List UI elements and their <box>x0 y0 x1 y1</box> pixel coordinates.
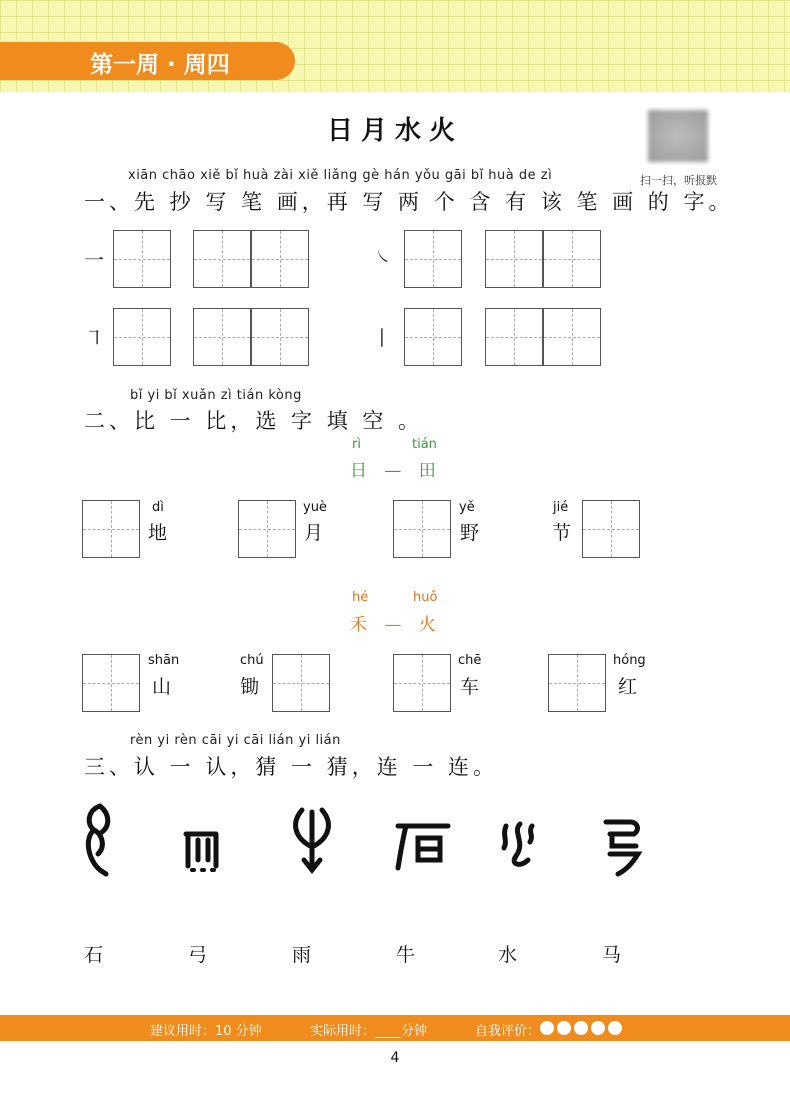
pair1-pinyin-left: rì <box>352 437 361 452</box>
answer-grid[interactable] <box>272 654 330 712</box>
answer-grid[interactable] <box>582 500 640 558</box>
item-pinyin: dì <box>152 500 164 515</box>
answer-char[interactable]: 水 <box>498 944 518 966</box>
stroke-na: ㇏ <box>375 247 392 266</box>
suggested-time: 建议用时：10 分钟 <box>150 1024 262 1039</box>
item-char: 野 <box>460 522 480 544</box>
section1-pinyin: xiān chāo xiě bǐ huà zài xiě liǎng gè hán yǒu gāi bǐ huà de zì <box>128 168 553 183</box>
week-day-label: 第一周 · 周四 <box>90 52 230 78</box>
item-pinyin: chē <box>458 653 482 668</box>
self-eval-label: 自我评价： <box>475 1024 541 1039</box>
qr-code-icon[interactable] <box>648 110 708 162</box>
writing-grid[interactable] <box>485 308 543 366</box>
stroke-heng: 一 <box>84 248 104 272</box>
ancient-yu-icon <box>182 826 222 876</box>
writing-grid[interactable] <box>404 230 462 288</box>
answer-grid[interactable] <box>548 654 606 712</box>
item-char: 车 <box>460 676 480 698</box>
item-char: 地 <box>148 522 168 544</box>
item-pinyin: yě <box>459 500 475 515</box>
flower-icon[interactable] <box>591 1021 605 1035</box>
writing-grid[interactable] <box>113 308 171 366</box>
item-char: 山 <box>152 676 172 698</box>
pair2-pinyin-right: huǒ <box>413 590 438 605</box>
item-pinyin: hóng <box>613 653 646 668</box>
item-pinyin: yuè <box>303 500 327 515</box>
item-pinyin: chú <box>240 653 264 668</box>
page-title: 日月水火 <box>326 116 463 146</box>
item-pinyin: jié <box>553 500 569 515</box>
week-day-tab <box>0 42 295 80</box>
pair2-label: 禾 — 火 <box>350 615 442 635</box>
section3-heading: 三、认 一 认，猜 一 猜，连 一 连。 <box>84 755 499 779</box>
section3-pinyin: rèn yi rèn cāi yi cāi lián yi lián <box>130 733 341 748</box>
item-char: 节 <box>552 522 572 544</box>
flower-icon[interactable] <box>608 1021 622 1035</box>
qr-caption: 扫一扫，听报默 <box>640 174 717 187</box>
writing-grid[interactable] <box>404 308 462 366</box>
item-char: 红 <box>618 676 638 698</box>
writing-grid[interactable] <box>543 308 601 366</box>
answer-char[interactable]: 牛 <box>396 944 416 966</box>
section2-heading: 二、比 一 比，选 字 填 空 。 <box>84 409 424 433</box>
flower-icon[interactable] <box>574 1021 588 1035</box>
answer-char[interactable]: 石 <box>84 944 104 966</box>
section2-pinyin: bǐ yi bǐ xuǎn zì tián kòng <box>130 388 302 403</box>
answer-char[interactable]: 弓 <box>188 944 208 966</box>
pair1-label: 日 — 田 <box>350 461 442 481</box>
answer-char[interactable]: 雨 <box>292 944 312 966</box>
writing-grid[interactable] <box>113 230 171 288</box>
answer-grid[interactable] <box>393 654 451 712</box>
answer-grid[interactable] <box>393 500 451 558</box>
page-number: 4 <box>390 1050 400 1066</box>
footer-bar <box>0 1015 790 1041</box>
ancient-ma-icon <box>600 810 646 880</box>
writing-grid[interactable] <box>251 308 309 366</box>
ancient-shi-icon <box>392 816 456 872</box>
pair1-pinyin-right: tián <box>412 437 437 452</box>
flower-icon[interactable] <box>540 1021 554 1035</box>
answer-char[interactable]: 马 <box>602 944 622 966</box>
ancient-niu-icon <box>80 800 120 880</box>
stroke-shu: 丨 <box>372 326 392 350</box>
pair2-pinyin-left: hé <box>352 590 369 605</box>
item-char: 锄 <box>240 676 260 698</box>
section1-heading: 一、先 抄 写 笔 画，再 写 两 个 含 有 该 笔 画 的 字。 <box>84 190 734 214</box>
writing-grid[interactable] <box>543 230 601 288</box>
item-pinyin: shān <box>148 653 180 668</box>
item-char: 月 <box>304 522 324 544</box>
ancient-gong-icon <box>498 816 542 872</box>
answer-grid[interactable] <box>82 654 140 712</box>
writing-grid[interactable] <box>193 230 251 288</box>
rating-stars[interactable] <box>540 1021 625 1037</box>
ancient-shui-icon <box>286 806 338 876</box>
flower-icon[interactable] <box>557 1021 571 1035</box>
writing-grid[interactable] <box>251 230 309 288</box>
answer-grid[interactable] <box>238 500 296 558</box>
answer-grid[interactable] <box>82 500 140 558</box>
stroke-hengzhe: ㇕ <box>84 326 104 350</box>
actual-time: 实际用时：____分钟 <box>310 1024 428 1039</box>
writing-grid[interactable] <box>193 308 251 366</box>
writing-grid[interactable] <box>485 230 543 288</box>
